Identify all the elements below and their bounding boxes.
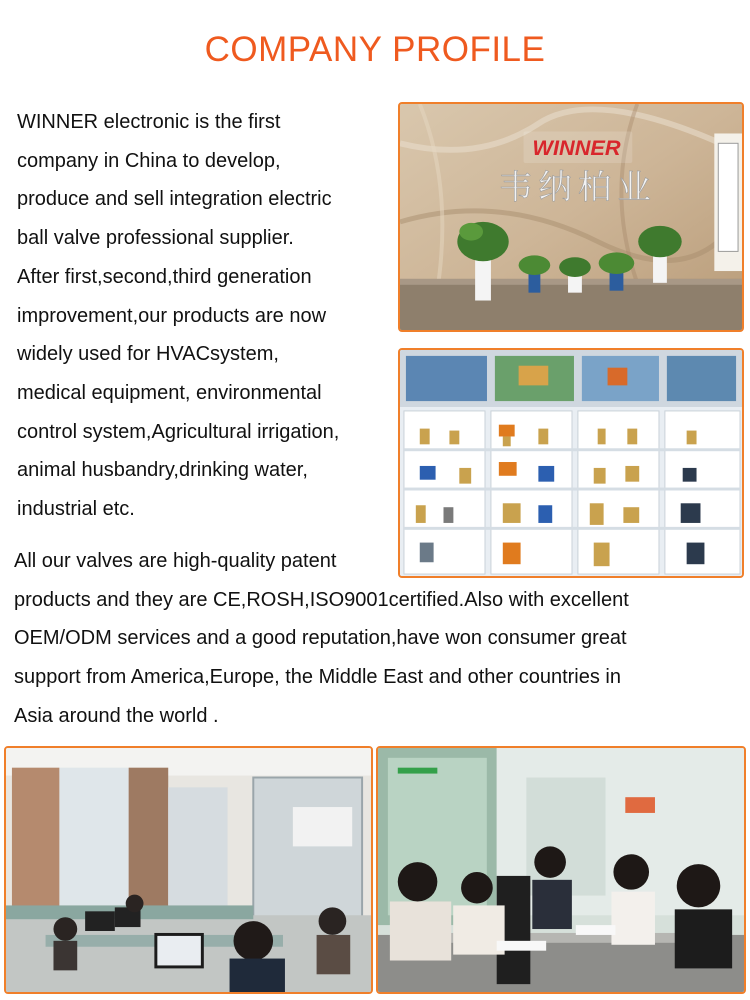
intro-line: After first,second,third generation — [17, 265, 312, 288]
office-photo-1 — [4, 746, 373, 994]
certification-paragraph — [14, 542, 744, 736]
intro-line: industrial etc. — [17, 498, 135, 521]
cert-line: products and they are CE,ROSH,ISO9001certified.Also with excellent — [14, 588, 629, 611]
office-photo-2 — [376, 746, 746, 994]
lobby-photo — [398, 102, 744, 332]
intro-line: company in China to develop, — [17, 149, 281, 172]
intro-line: widely used for HVACsystem, — [17, 343, 279, 366]
cert-line: All our valves are high-quality patent — [14, 550, 337, 572]
winner-logo-text: WINNER — [532, 135, 621, 161]
intro-paragraph — [17, 103, 397, 529]
intro-line: medical equipment, environmental — [17, 381, 322, 404]
intro-line: ball valve professional supplier. — [17, 227, 294, 250]
cert-line: OEM/ODM services and a good reputation,have won consumer great — [14, 627, 627, 650]
cert-line: support from America,Europe, the Middle East and other countries in — [14, 666, 621, 689]
cert-line: Asia around the world . — [14, 704, 219, 727]
intro-line: control system,Agricultural irrigation, — [17, 420, 340, 443]
page-title: COMPANY PROFILE — [204, 30, 546, 69]
intro-line: produce and sell integration electric — [17, 188, 332, 211]
chinese-sign-text: 韦纳柏业 — [498, 167, 657, 207]
intro-line: improvement,our products are now — [17, 304, 327, 327]
intro-line: WINNER electronic is the first — [17, 111, 281, 133]
intro-line: animal husbandry,drinking water, — [17, 459, 308, 482]
